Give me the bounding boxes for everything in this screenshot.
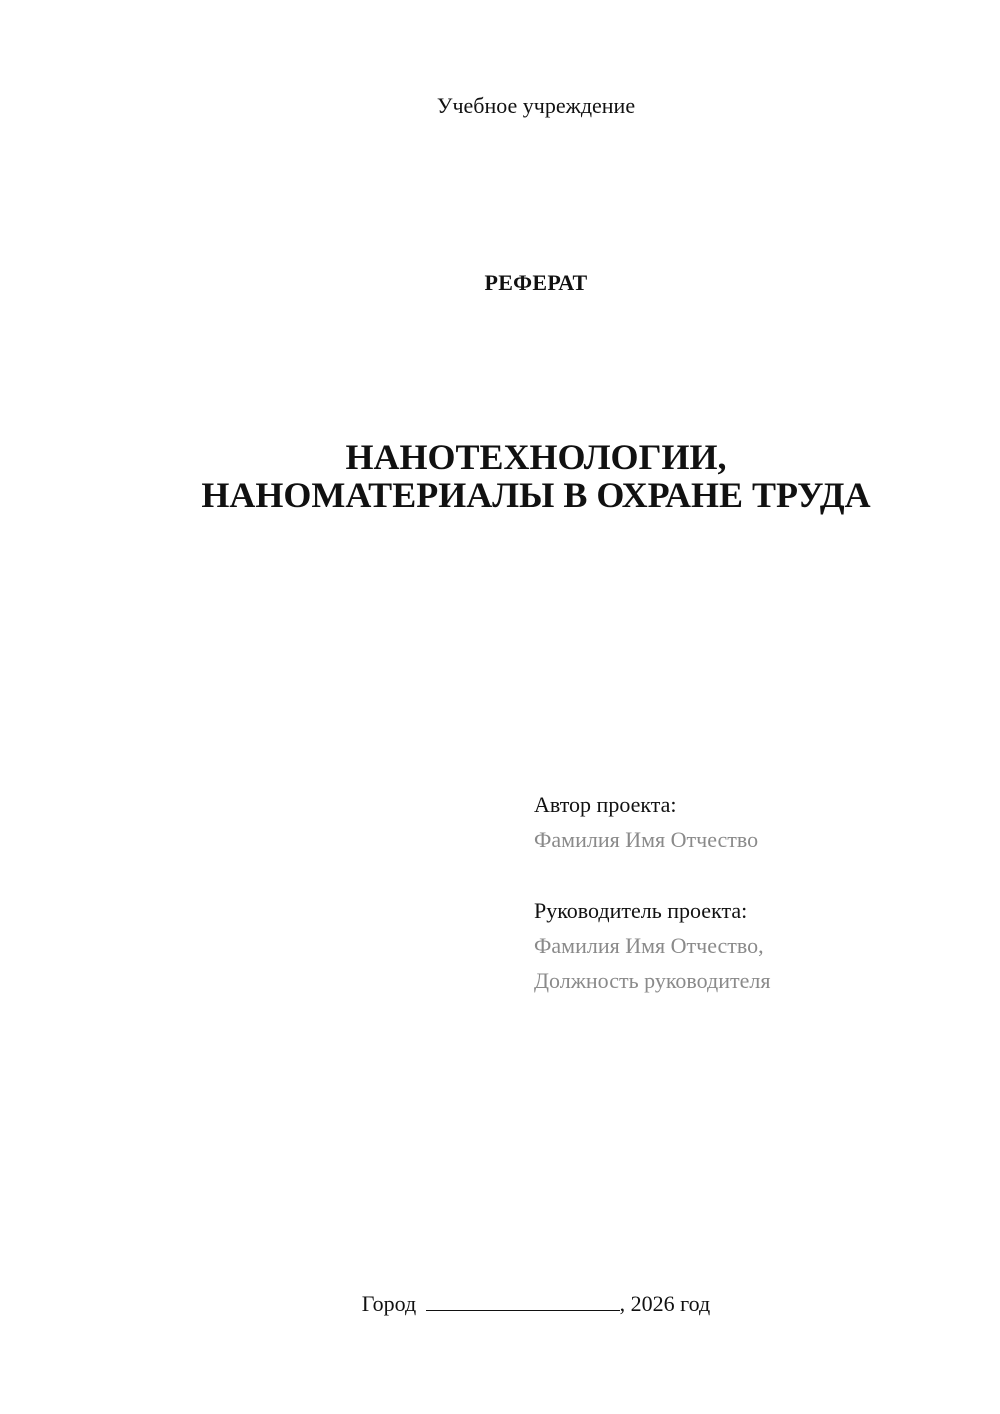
supervisor-name-placeholder: Фамилия Имя Отчество, [534,933,764,958]
document-title-line-1: НАНОТЕХНОЛОГИИ, [345,437,727,477]
city-blank-line [426,1288,620,1311]
author-name-placeholder: Фамилия Имя Отчество [534,827,759,852]
year-text: , 2026 год [619,1291,711,1316]
supervisor-position-placeholder: Должность руководителя [534,968,771,993]
document-title [0,438,1000,514]
institution-name: Учебное учреждение [436,93,636,118]
document-title-line-2: НАНОМАТЕРИАЛЫ В ОХРАНЕ ТРУДА [201,475,871,515]
footer-city-year [0,1288,1000,1320]
author-block [534,787,974,857]
author-label: Автор проекта: [534,792,677,817]
supervisor-label: Руководитель проекта: [534,898,748,923]
city-label: Город [361,1291,417,1316]
supervisor-block [534,893,974,998]
document-type: РЕФЕРАТ [484,270,588,295]
